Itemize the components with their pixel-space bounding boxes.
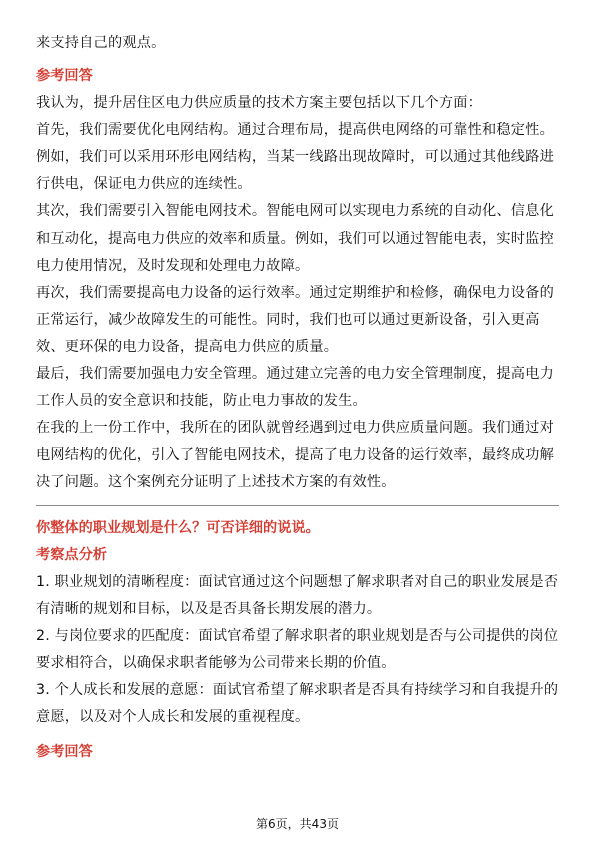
analysis-point: 1. 职业规划的清晰程度：面试官通过这个问题想了解求职者对自己的职业发展是否有清晰的规划和目标，以及是否具备长期发展的潜力。 (36, 573, 559, 617)
answer-paragraph: 最后，我们需要加强电力安全管理。通过建立完善的电力安全管理制度，提高电力工作人员的安全意识和技能，防止电力事故的发生。 (36, 366, 554, 410)
section-divider (36, 505, 559, 506)
answer-paragraph: 再次，我们需要提高电力设备的运行效率。通过定期维护和检修，确保电力设备的正常运行，减少故障发生的可能性。同时，我们也可以通过更新设备，引入更高效、更环保的电力设备，提高电力供应的质量。 (36, 284, 554, 355)
document-page (36, 30, 559, 766)
interview-question: 你整体的职业规划是什么？可否详细的说说。 (36, 519, 320, 536)
continuation-text: 来支持自己的观点。 (36, 35, 166, 51)
analysis-point: 2. 与岗位要求的匹配度：面试官希望了解求职者的职业规划是否与公司提供的岗位要求相符合，以确保求职者能够为公司带来长期的价值。 (36, 627, 559, 671)
answer-paragraph: 首先，我们需要优化电网结构。通过合理布局，提高供电网络的可靠性和稳定性。例如，我们可以采用环形电网结构，当某一线路出现故障时，可以通过其他线路进行供电，保证电力供应的连续性。 (36, 122, 554, 193)
page-number: 第6页，共43页 (256, 817, 339, 831)
analysis-point: 3. 个人成长和发展的意愿：面试官希望了解求职者是否具有持续学习和自我提升的意愿，以及对个人成长和发展的重视程度。 (36, 681, 559, 725)
answer-paragraph: 在我的上一份工作中，我所在的团队就曾经遇到过电力供应质量问题。我们通过对电网结构的优化，引入了智能电网技术，提高了电力设备的运行效率，最终成功解决了问题。这个案例充分证明了上述技术方案的有效性。 (36, 420, 554, 491)
reference-answer-heading: 参考回答 (36, 68, 93, 85)
answer-paragraph: 我认为，提升居住区电力供应质量的技术方案主要包括以下几个方面： (36, 95, 483, 112)
answer-paragraph: 其次，我们需要引入智能电网技术。智能电网可以实现电力系统的自动化、信息化和互动化，提高电力供应的效率和质量。例如，我们可以通过智能电表，实时监控电力使用情况，及时发现和处理电力故障。 (36, 203, 554, 274)
analysis-heading: 考察点分析 (36, 546, 107, 563)
reference-answer-heading: 参考回答 (36, 744, 93, 761)
